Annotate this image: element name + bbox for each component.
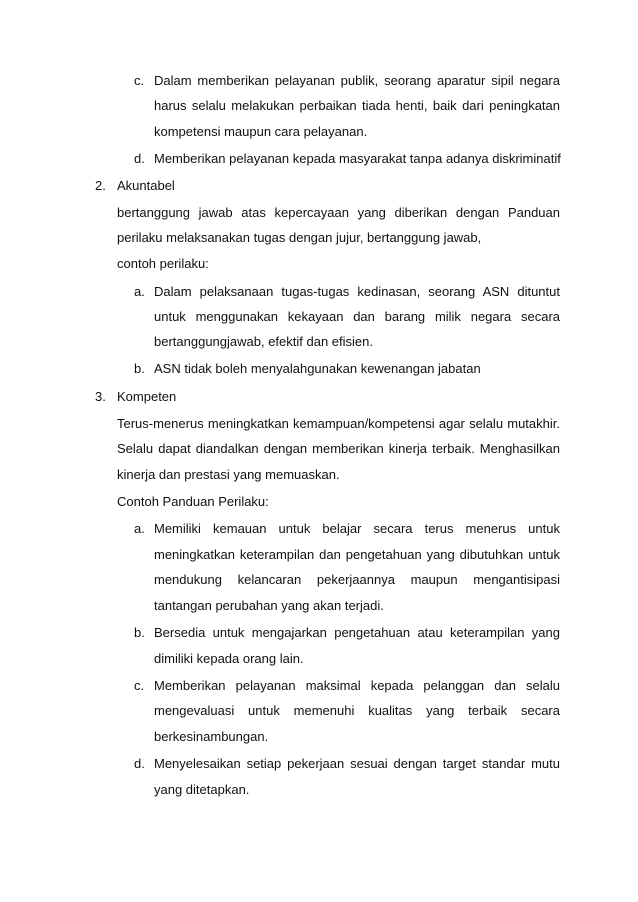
list-label: b. <box>134 361 145 376</box>
section-number: 2. <box>95 178 106 193</box>
list-label: d. <box>134 756 145 771</box>
paragraph-line: Menyelesaikan setiap pekerjaan sesuai dengan target standar mutu <box>154 756 560 771</box>
paragraph-line: kompetensi maupun cara pelayanan. <box>154 124 368 139</box>
paragraph-line: kinerja dan prestasi yang memuaskan. <box>117 467 340 482</box>
section-heading: Kompeten <box>117 389 177 404</box>
paragraph-line: mendukung kelancaran pekerjaannya maupun mengantisipasi <box>154 572 560 587</box>
paragraph-line: untuk menggunakan kekayaan dan barang milik negara secara <box>154 309 560 324</box>
paragraph-line: Dalam pelaksanaan tugas-tugas kedinasan, seorang ASN dituntut <box>154 284 560 299</box>
list-label: c. <box>134 73 145 88</box>
paragraph-line: tantangan perubahan yang akan terjadi. <box>154 598 384 613</box>
paragraph-line: Bersedia untuk mengajarkan pengetahuan atau keterampilan yang <box>154 625 560 640</box>
paragraph-line: Memberikan pelayanan maksimal kepada pelanggan dan selalu <box>154 678 560 693</box>
paragraph-line: Terus-menerus meningkatkan kemampuan/kompetensi agar selalu mutakhir. <box>117 416 560 431</box>
paragraph-line: bertanggung jawab atas kepercayaan yang diberikan dengan Panduan <box>117 205 560 220</box>
paragraph-line: bertanggungjawab, efektif dan efisien. <box>154 334 373 349</box>
paragraph-line: ASN tidak boleh menyalahgunakan kewenangan jabatan <box>154 361 481 376</box>
paragraph-line: yang ditetapkan. <box>154 782 250 797</box>
sub-heading: Contoh Panduan Perilaku: <box>117 494 269 509</box>
list-label: b. <box>134 625 145 640</box>
list-label: c. <box>134 678 145 693</box>
paragraph-line: meningkatkan keterampilan dan pengetahuan yang dibutuhkan untuk <box>154 547 560 562</box>
section-number: 3. <box>95 389 106 404</box>
paragraph-line: dimiliki kepada orang lain. <box>154 651 304 666</box>
list-label: a. <box>134 521 145 536</box>
paragraph-line: harus selalu melakukan perbaikan tiada henti, baik dari peningkatan <box>154 98 560 113</box>
paragraph-line: perilaku melaksanakan tugas dengan jujur, bertanggung jawab, <box>117 230 482 245</box>
paragraph-line: Dalam memberikan pelayanan publik, seorang aparatur sipil negara <box>154 73 560 88</box>
paragraph-line: Selalu dapat diandalkan dengan memberikan kinerja terbaik. Menghasilkan <box>117 441 560 456</box>
list-label: d. <box>134 151 145 166</box>
list-label: a. <box>134 284 145 299</box>
sub-heading: contoh perilaku: <box>117 256 209 271</box>
paragraph-line: Memberikan pelayanan kepada masyarakat tanpa adanya diskriminatif <box>154 151 561 166</box>
paragraph-line: mengevaluasi untuk memenuhi kualitas yang terbaik secara <box>154 703 560 718</box>
section-heading: Akuntabel <box>117 178 175 193</box>
paragraph-line: berkesinambungan. <box>154 729 269 744</box>
paragraph-line: Memiliki kemauan untuk belajar secara terus menerus untuk <box>154 521 560 536</box>
